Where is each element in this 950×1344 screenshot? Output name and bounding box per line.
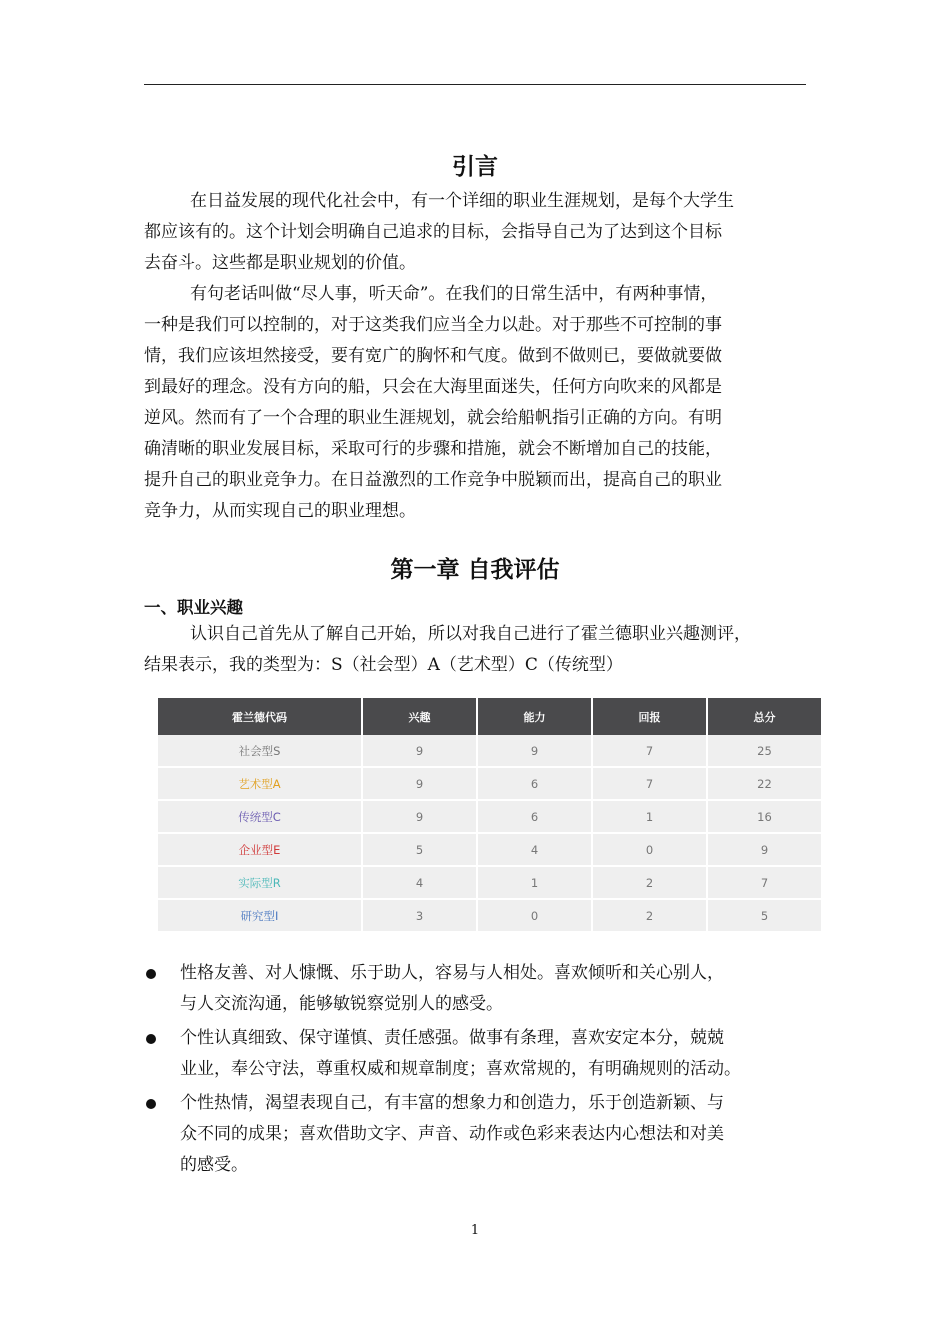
holland-code-cell: 研究型I bbox=[158, 900, 363, 933]
holland-code-table bbox=[158, 698, 821, 933]
table-cell: 9 bbox=[708, 834, 821, 867]
table-cell: 1 bbox=[478, 867, 593, 900]
bullet-icon bbox=[146, 969, 156, 979]
text-line: 有句老话叫做“尽人事，听天命”。在我们的日常生活中，有两种事情， bbox=[190, 284, 718, 304]
text-line: 众不同的成果；喜欢借助文字、声音、动作或色彩来表达内心想法和对美 bbox=[180, 1124, 724, 1144]
intro-paragraph-1 bbox=[144, 186, 806, 279]
table-cell: 4 bbox=[478, 834, 593, 867]
section-heading: 一、职业兴趣 bbox=[144, 598, 243, 617]
text-line: 到最好的理念。没有方向的船，只会在大海里面迷失，任何方向吹来的风都是 bbox=[144, 377, 722, 397]
holland-code-cell: 艺术型A bbox=[158, 768, 363, 801]
table-cell: 22 bbox=[708, 768, 821, 801]
table-cell: 3 bbox=[363, 900, 478, 933]
section-paragraph bbox=[144, 619, 806, 681]
text-line: 去奋斗。这些都是职业规划的价值。 bbox=[144, 253, 416, 273]
personality-bullet-list bbox=[144, 958, 806, 1184]
table-cell: 0 bbox=[478, 900, 593, 933]
table-cell: 2 bbox=[593, 867, 708, 900]
column-header: 兴趣 bbox=[363, 698, 478, 735]
column-header: 总分 bbox=[708, 698, 821, 735]
table-row bbox=[158, 834, 821, 867]
page-number: 1 bbox=[470, 1223, 480, 1238]
holland-code-cell: 传统型C bbox=[158, 801, 363, 834]
bullet-icon bbox=[146, 1034, 156, 1044]
text-line: 一种是我们可以控制的，对于这类我们应当全力以赴。对于那些不可控制的事 bbox=[144, 315, 722, 335]
text-line: 确清晰的职业发展目标，采取可行的步骤和措施，就会不断增加自己的技能， bbox=[144, 439, 722, 459]
text-line: 提升自己的职业竞争力。在日益激烈的工作竞争中脱颖而出，提高自己的职业 bbox=[144, 470, 722, 490]
table-cell: 6 bbox=[478, 768, 593, 801]
table-cell: 0 bbox=[593, 834, 708, 867]
text-line: 的感受。 bbox=[180, 1155, 248, 1175]
table-cell: 1 bbox=[593, 801, 708, 834]
text-line: 竞争力，从而实现自己的职业理想。 bbox=[144, 501, 416, 521]
text-line: 认识自己首先从了解自己开始，所以对我自己进行了霍兰德职业兴趣测评， bbox=[190, 624, 751, 644]
text-line: 情，我们应该坦然接受，要有宽广的胸怀和气度。做到不做则已，要做就要做 bbox=[144, 346, 722, 366]
table-cell: 7 bbox=[708, 867, 821, 900]
table-header-row bbox=[158, 698, 821, 735]
holland-code-cell: 社会型S bbox=[158, 735, 363, 768]
table-cell: 5 bbox=[708, 900, 821, 933]
holland-code-cell: 实际型R bbox=[158, 867, 363, 900]
text-line: 性格友善、对人慷慨、乐于助人，容易与人相处。喜欢倾听和关心别人， bbox=[180, 963, 724, 983]
column-header: 霍兰德代码 bbox=[158, 698, 363, 735]
bullet-icon bbox=[146, 1099, 156, 1109]
text-line: 业业，奉公守法，尊重权威和规章制度；喜欢常规的，有明确规则的活动。 bbox=[180, 1059, 741, 1079]
table-cell: 9 bbox=[363, 735, 478, 768]
intro-paragraph-2 bbox=[144, 279, 806, 527]
table-row bbox=[158, 867, 821, 900]
table-cell: 6 bbox=[478, 801, 593, 834]
text-line: 个性认真细致、保守谨慎、责任感强。做事有条理，喜欢安定本分，兢兢 bbox=[180, 1028, 724, 1048]
text-line: 在日益发展的现代化社会中，有一个详细的职业生涯规划，是每个大学生 bbox=[190, 191, 734, 211]
table-cell: 7 bbox=[593, 735, 708, 768]
table-row bbox=[158, 735, 821, 768]
text-line: 逆风。然而有了一个合理的职业生涯规划，就会给船帆指引正确的方向。有明 bbox=[144, 408, 722, 428]
table-cell: 2 bbox=[593, 900, 708, 933]
bullet-item bbox=[144, 1088, 806, 1181]
header-rule bbox=[144, 84, 806, 85]
table-cell: 16 bbox=[708, 801, 821, 834]
column-header: 能力 bbox=[478, 698, 593, 735]
text-line: 结果表示，我的类型为：S（社会型）A（艺术型）C（传统型） bbox=[144, 655, 623, 675]
table-cell: 9 bbox=[363, 768, 478, 801]
table-row bbox=[158, 801, 821, 834]
table-row bbox=[158, 768, 821, 801]
bullet-item bbox=[144, 1023, 806, 1085]
table-cell: 7 bbox=[593, 768, 708, 801]
holland-code-cell: 企业型E bbox=[158, 834, 363, 867]
intro-title: 引言 bbox=[452, 154, 498, 180]
text-line: 与人交流沟通，能够敏锐察觉别人的感受。 bbox=[180, 994, 503, 1014]
table-cell: 4 bbox=[363, 867, 478, 900]
text-line: 都应该有的。这个计划会明确自己追求的目标，会指导自己为了达到这个目标 bbox=[144, 222, 722, 242]
table-row bbox=[158, 900, 821, 933]
column-header: 回报 bbox=[593, 698, 708, 735]
text-line: 个性热情，渴望表现自己，有丰富的想象力和创造力，乐于创造新颖、与 bbox=[180, 1093, 724, 1113]
table-cell: 9 bbox=[363, 801, 478, 834]
bullet-item bbox=[144, 958, 806, 1020]
chapter-title: 第一章 自我评估 bbox=[390, 557, 560, 583]
table-cell: 9 bbox=[478, 735, 593, 768]
table-cell: 5 bbox=[363, 834, 478, 867]
table-cell: 25 bbox=[708, 735, 821, 768]
